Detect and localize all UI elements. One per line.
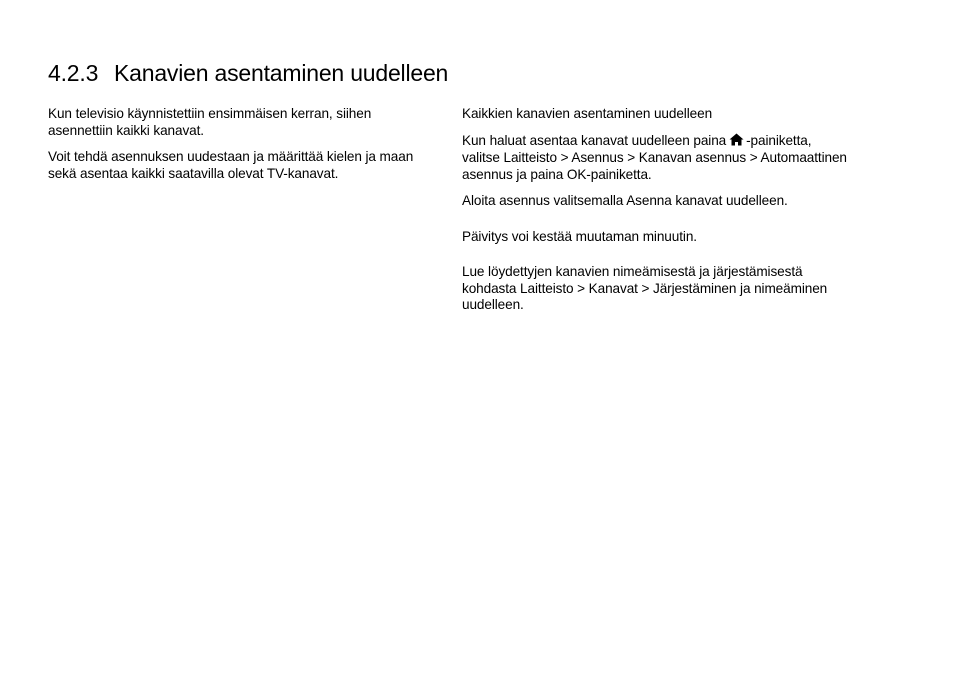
section-number: 4.2.3 xyxy=(48,60,99,86)
naming-paragraph: Lue löydettyjen kanavien nimeämisestä ja järjestämisestä kohdasta Laitteisto > Kanavat > Järjestäminen ja nimeäminen uudelleen. xyxy=(462,264,828,312)
start-install-paragraph: Aloita asennus valitsemalla Asenna kanavat uudelleen. xyxy=(462,193,788,208)
instructions-text-start: Kun haluat asentaa kanavat uudelleen paina xyxy=(462,132,727,148)
instructions-paragraph xyxy=(462,133,852,184)
intro-paragraph: Kun televisio käynnistettiin ensimmäisen kerran, siihen asennettiin kaikki kanavat. xyxy=(48,106,372,138)
home-icon xyxy=(729,133,744,151)
page-title xyxy=(48,60,448,87)
right-column xyxy=(462,106,852,324)
duration-paragraph: Päivitys voi kestää muutaman minuutin. xyxy=(462,228,697,244)
left-column xyxy=(48,106,428,192)
reinstall-paragraph: Voit tehdä asennuksen uudestaan ja määrittää kielen ja maan sekä asentaa kaikki saatavilla olevat TV-kanavat. xyxy=(48,149,414,181)
instructions-text-end: -painiketta, valitse Laitteisto > Asennus > Kanavan asennus > Automaattinen asennus ja paina OK-painiketta. xyxy=(462,132,847,182)
section-title: Kanavien asentaminen uudelleen xyxy=(114,60,449,86)
subheading: Kaikkien kanavien asentaminen uudelleen xyxy=(462,106,713,121)
